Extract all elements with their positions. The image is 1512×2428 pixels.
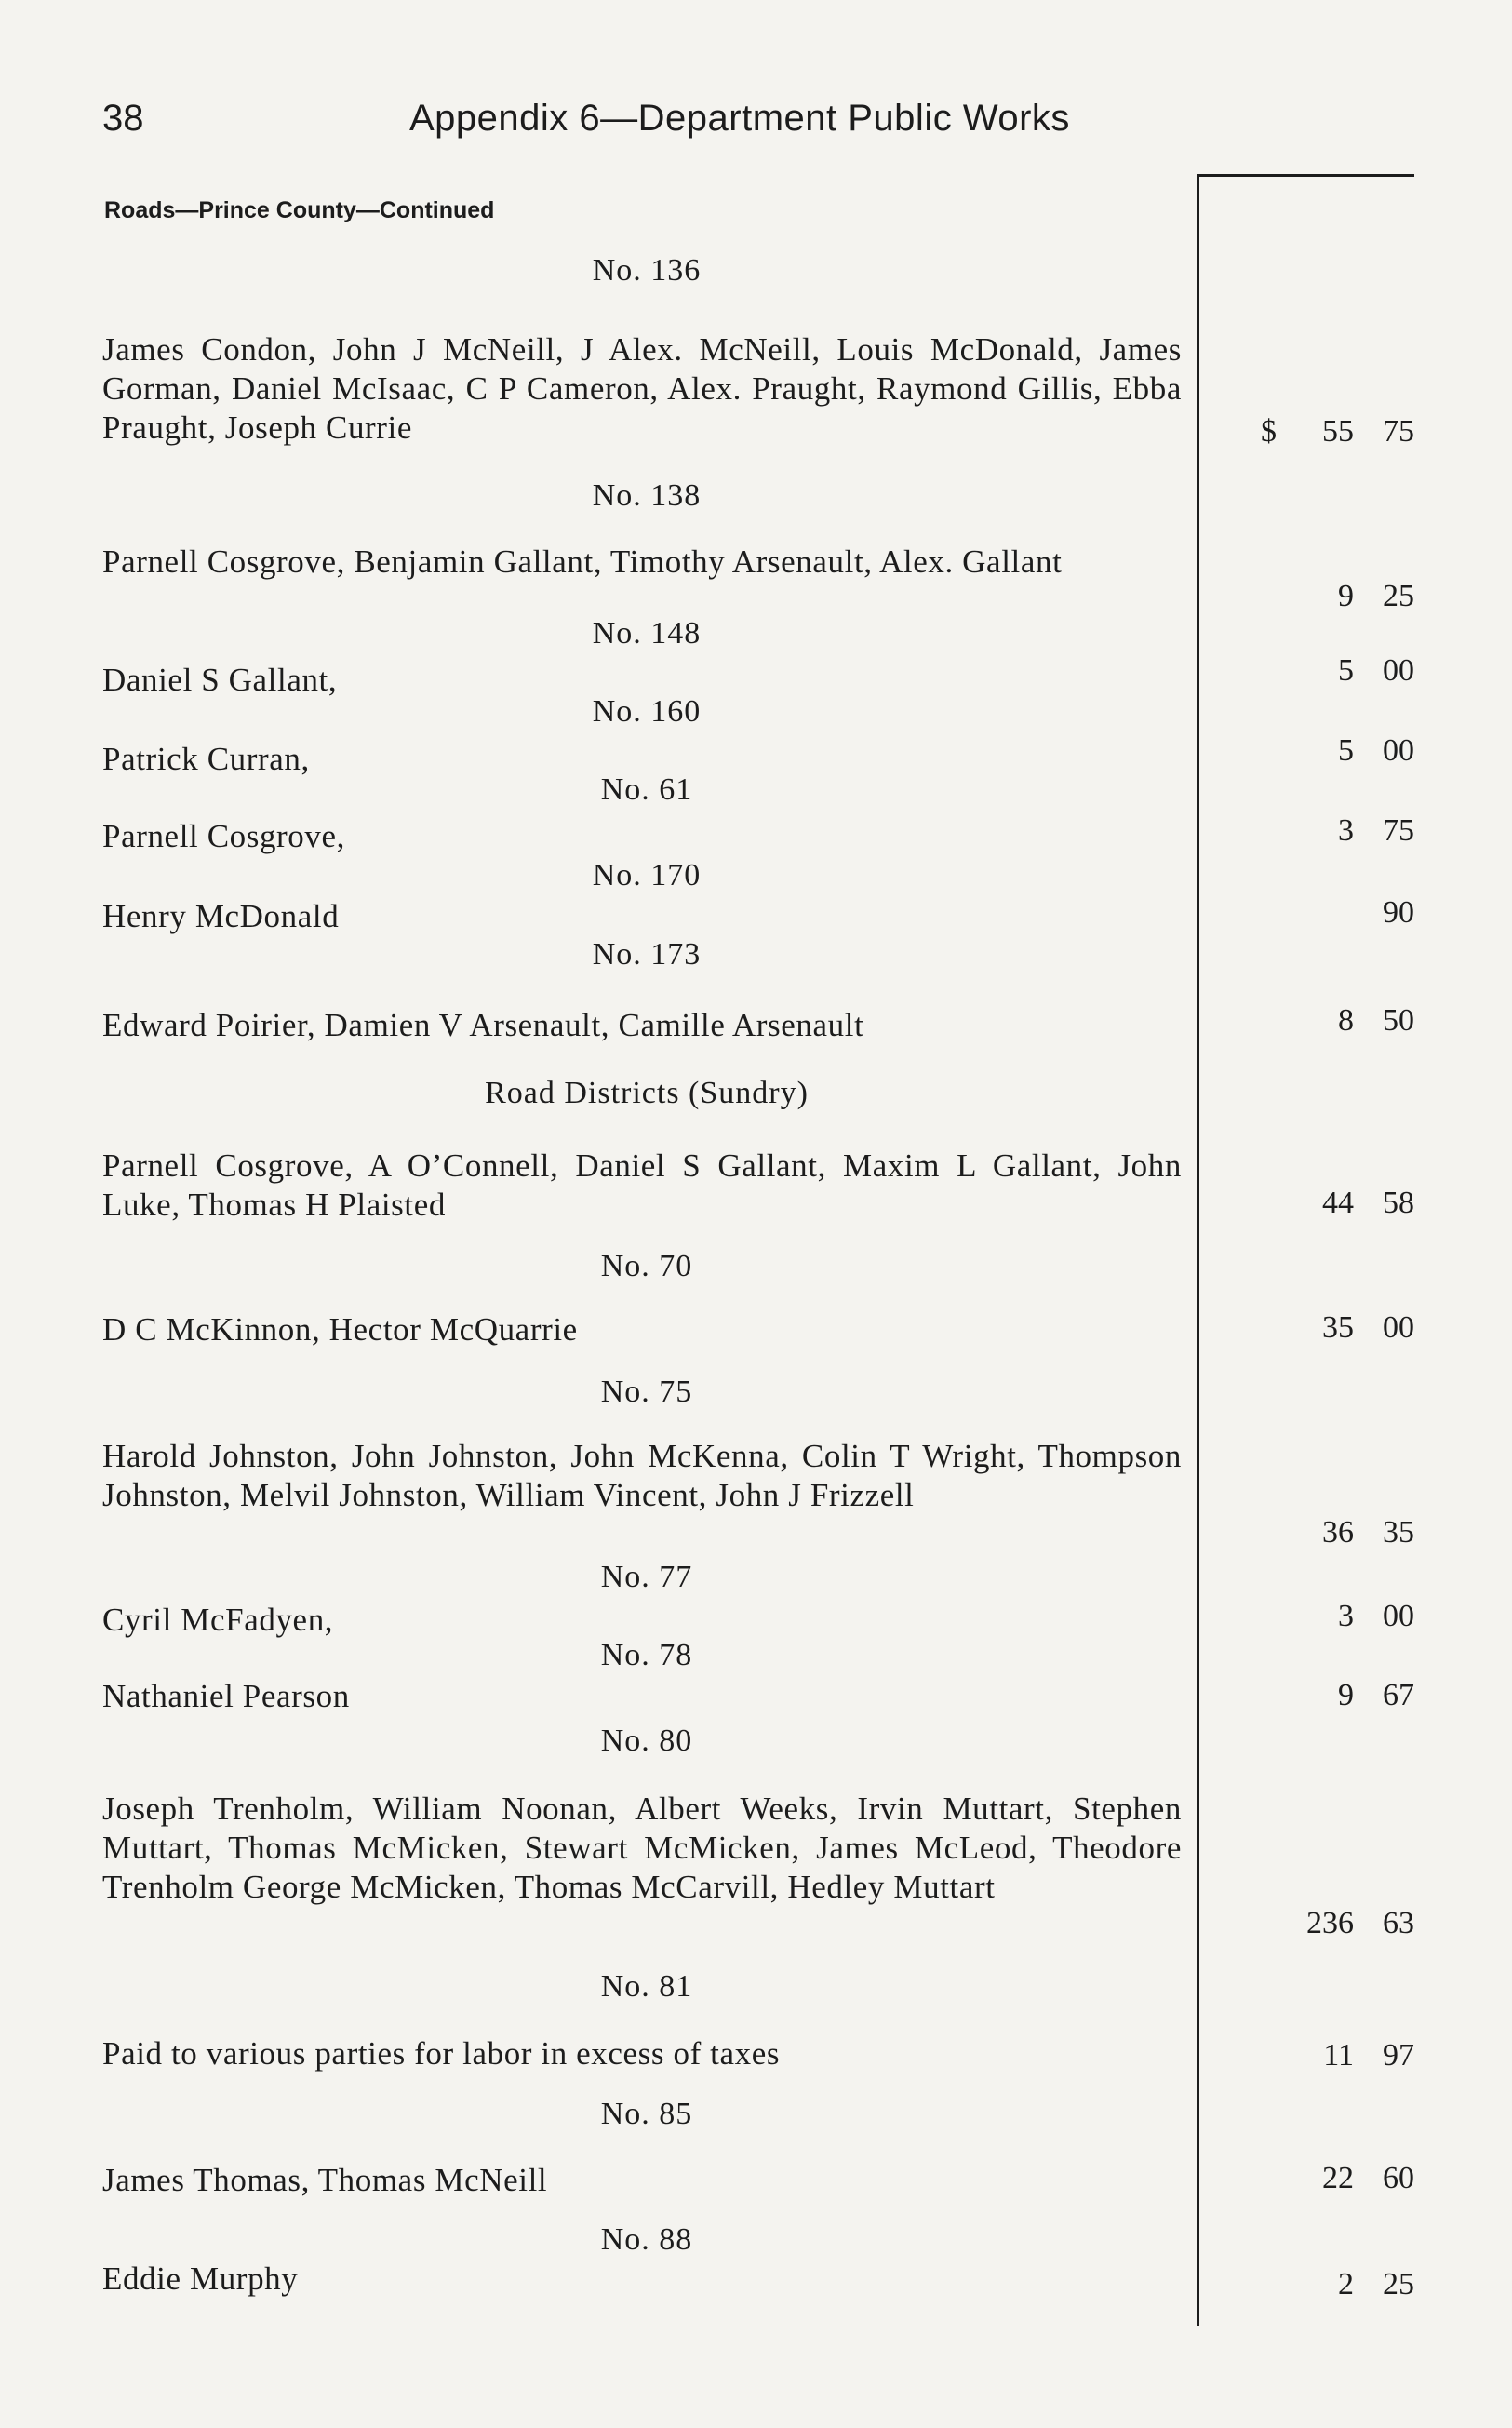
amount-dollars: 8 [1338,1003,1354,1038]
entry-amount [1210,733,1414,774]
entry-payees: Parnell Cosgrove, A O’Connell, Daniel S Gallant, Maxim L Gallant, John Luke, Thomas H Plaisted [102,1147,1182,1223]
amount-dollars: 2 [1338,2267,1354,2301]
amount-dollars: 3 [1338,813,1354,848]
entry-heading: No. 148 [592,616,702,651]
entry-heading: Road Districts (Sundry) [485,1076,809,1110]
entry-amount [1210,2267,1414,2308]
entry-heading: No. 173 [592,937,702,972]
amount-dollars: 236 [1306,1906,1354,1940]
entry-heading: No. 78 [600,1638,693,1672]
entry-heading: No. 80 [600,1724,693,1758]
entry-payees: Parnell Cosgrove, [102,818,345,854]
amount-cents: 50 [1383,1003,1414,1038]
entry-payees: Daniel S Gallant, [102,662,338,698]
entry-heading: No. 138 [592,478,702,513]
entry-amount [1210,1310,1414,1351]
entry-amount [1210,895,1414,936]
amount-cents: 00 [1383,1599,1414,1633]
entry-payees: James Condon, John J McNeill, J Alex. McNeill, Louis McDonald, James Gorman, Daniel McIsaac, C P Cameron, Alex. Praught, Raymond Gillis, Ebba Praught, Joseph Currie [102,331,1182,446]
amount-cents: 90 [1383,895,1414,930]
amount-cents: 00 [1383,653,1414,688]
entry-amount [1210,1906,1414,1947]
entry-amount [1210,579,1414,620]
amount-cents: 63 [1383,1906,1414,1940]
amount-dollars: 5 [1338,653,1354,688]
entry-payees: Patrick Curran, [102,741,310,777]
amount-cents: 60 [1383,2161,1414,2195]
entry-heading: No. 81 [600,1969,693,2004]
entry-heading: No. 88 [600,2222,693,2257]
amount-dollars: 55 [1322,414,1354,449]
entry-amount [1210,1186,1414,1227]
amount-dollars: 36 [1322,1515,1354,1549]
entry-payees: Paid to various parties for labor in excess of taxes [102,2035,781,2072]
amount-cents: 00 [1383,1310,1414,1345]
entry-amount [1210,813,1414,854]
entry-heading: No. 170 [592,858,702,892]
amount-cents: 58 [1383,1186,1414,1220]
entry-heading: No. 160 [592,694,702,729]
amount-column-top-rule [1198,174,1414,177]
amount-dollars: 5 [1338,733,1354,768]
entry-payees: Eddie Murphy [102,2260,299,2297]
amount-cents: 75 [1383,414,1414,449]
entry-payees: Harold Johnston, John Johnston, John McKenna, Colin T Wright, Thompson Johnston, Melvil Johnston, William Vincent, John J Frizzell [102,1438,1182,1513]
entry-payees: Edward Poirier, Damien V Arsenault, Camille Arsenault [102,1007,864,1043]
amount-dollars: 44 [1322,1186,1354,1220]
entry-amount [1210,2161,1414,2202]
amount-column-divider [1197,174,1199,2326]
amount-dollars: 9 [1338,1678,1354,1712]
entry-amount [1210,1599,1414,1640]
page-title: Appendix 6—Department Public Works [409,98,1070,139]
entry-payees: Henry McDonald [102,898,340,934]
amount-cents: 25 [1383,579,1414,613]
amount-dollars: 22 [1322,2161,1354,2195]
entry-payees: James Thomas, Thomas McNeill [102,2162,548,2198]
amount-cents: 97 [1383,2038,1414,2073]
entry-payees: D C McKinnon, Hector McQuarrie [102,1311,578,1348]
entry-amount [1210,653,1414,694]
entry-heading: No. 75 [600,1375,693,1409]
entry-heading: No. 136 [592,253,702,288]
entry-amount [1210,1678,1414,1719]
entry-payees: Nathaniel Pearson [102,1678,350,1714]
entry-amount [1210,1515,1414,1556]
entry-amount [1210,1003,1414,1044]
entry-amount [1210,414,1414,455]
entry-heading: No. 70 [600,1249,693,1283]
amount-cents: 00 [1383,733,1414,768]
amount-dollars: 3 [1338,1599,1354,1633]
entry-payees: Parnell Cosgrove, Benjamin Gallant, Timothy Arsenault, Alex. Gallant [102,543,1063,580]
amount-cents: 67 [1383,1678,1414,1712]
amount-cents: 75 [1383,813,1414,848]
page-number: 38 [102,98,144,139]
entry-payees: Joseph Trenholm, William Noonan, Albert Weeks, Irvin Muttart, Stephen Muttart, Thomas McMicken, Stewart McMicken, James McLeod, Theodore Trenholm George McMicken, Thomas McCarvill, Hedley Muttart [102,1791,1182,1905]
entry-heading: No. 77 [600,1560,693,1594]
section-title: Roads—Prince County—Continued [104,197,495,223]
amount-dollars: 35 [1322,1310,1354,1345]
amount-dollars: 11 [1323,2038,1354,2073]
entry-heading: No. 61 [600,772,693,807]
amount-dollars: 9 [1338,579,1354,613]
entry-payees: Cyril McFadyen, [102,1602,334,1638]
currency-symbol: $ [1261,414,1277,449]
entry-amount [1210,2038,1414,2079]
amount-cents: 25 [1383,2267,1414,2301]
amount-cents: 35 [1383,1515,1414,1549]
entry-heading: No. 85 [600,2097,693,2131]
page-header [102,98,1414,154]
